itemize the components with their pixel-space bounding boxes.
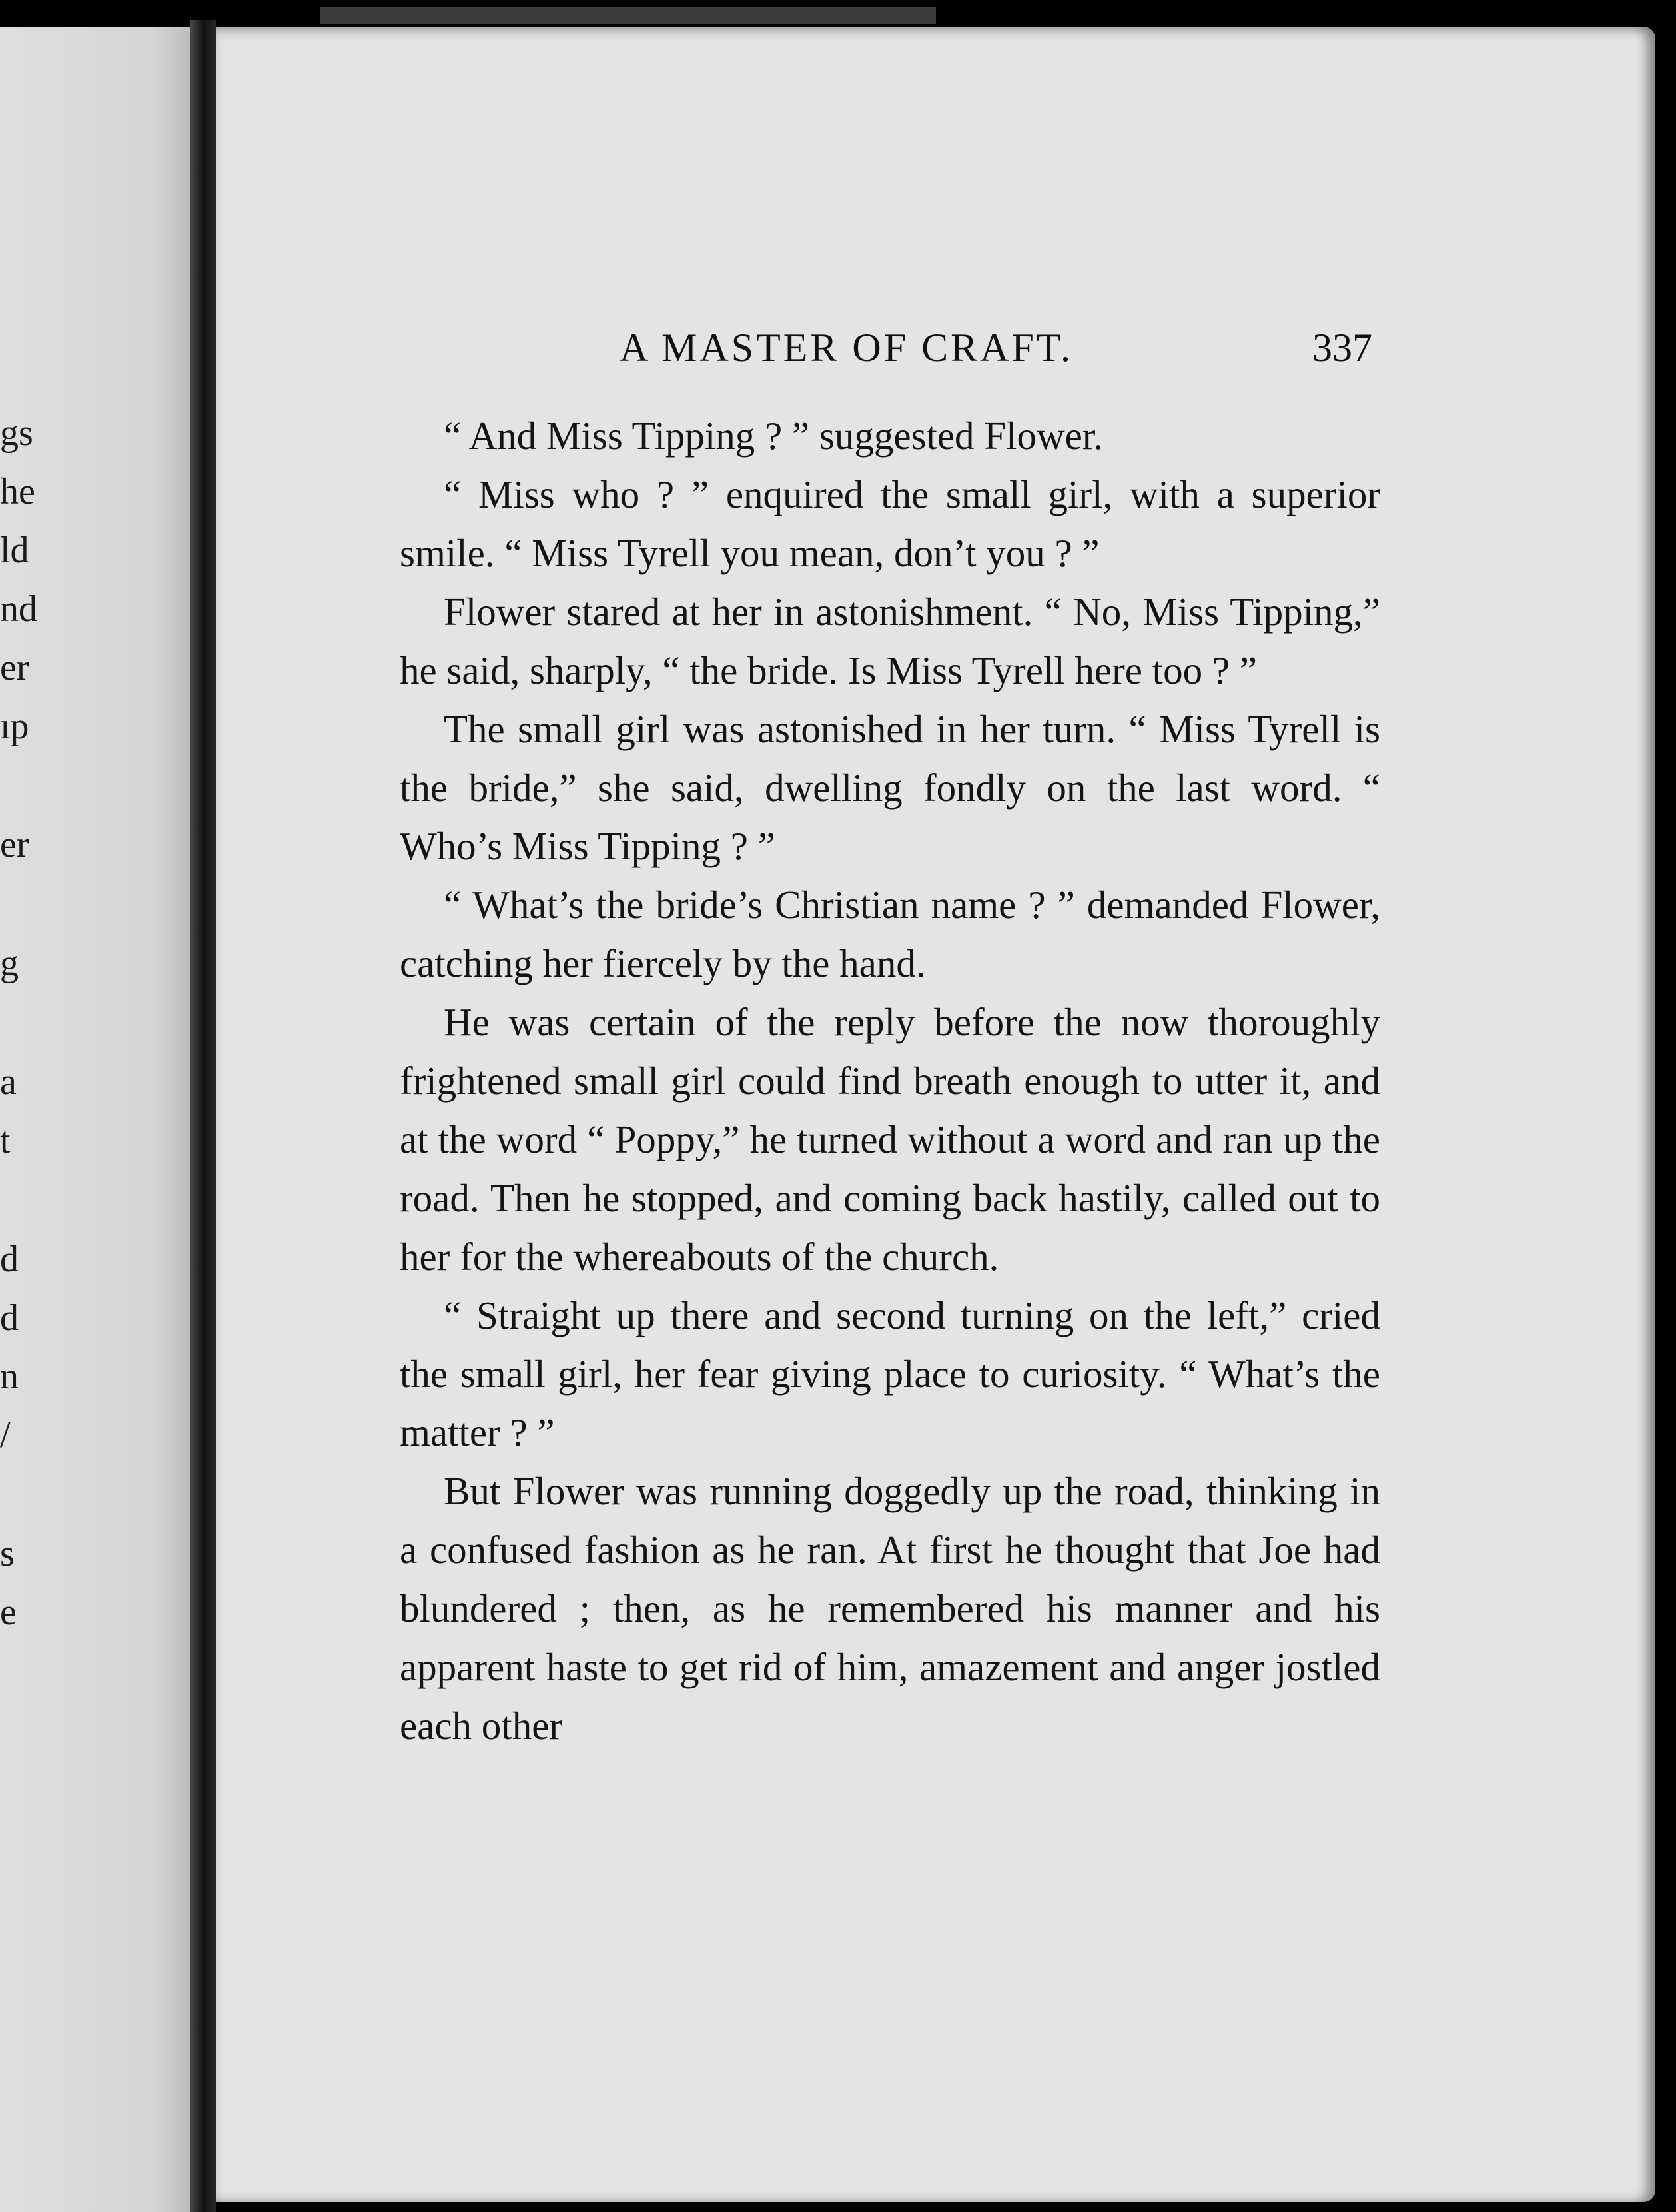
left-page-fragment: er — [0, 647, 29, 688]
page-number: 337 — [1312, 326, 1372, 370]
left-page-fragment: ıp — [0, 706, 29, 747]
paragraph: The small girl was astonished in her turn. “ Miss Tyrell is the bride,” she said, dwelling fondly on the last word. “ Who’s Miss Tipping ? ” — [400, 707, 1380, 868]
left-page-fragment: gs — [0, 412, 33, 454]
left-page-fragment: ld — [0, 530, 29, 571]
paragraph: He was certain of the reply before the now thoroughly frightened small girl could find breath enough to utter it, and at the word “ Poppy,” he turned without a word and ran up the road. Then he stopped, and coming back hastily, called out to her for the whereabouts of the church. — [400, 1000, 1380, 1279]
book-gutter — [190, 20, 216, 2212]
left-page-fragment: n — [0, 1356, 19, 1397]
left-page-fragment: s — [0, 1533, 15, 1574]
left-page-fragment: a — [0, 1061, 17, 1103]
left-page-fragment: d — [0, 1239, 19, 1280]
paragraph: “ And Miss Tipping ? ” suggested Flower. — [444, 414, 1103, 458]
left-page-fragment: e — [0, 1592, 17, 1633]
paragraph: “ What’s the bride’s Christian name ? ” demanded Flower, catching her fiercely by the hand. — [400, 883, 1380, 985]
left-page-fragment: t — [0, 1120, 11, 1161]
paragraph: Flower stared at her in astonishment. “ No, Miss Tipping,” he said, sharply, “ the bride. Is Miss Tyrell here too ? ” — [400, 590, 1380, 692]
paragraph: But Flower was running doggedly up the road, thinking in a confused fashion as he ran. At first he thought that Joe had blundered ; then, as he remembered his manner and his apparent haste to get rid of him, amazement and anger jostled each other — [400, 1469, 1380, 1748]
left-page-fragment: / — [0, 1414, 11, 1456]
paragraph: “ Miss who ? ” enquired the small girl, with a superior smile. “ Miss Tyrell you mean, don’t you ? ” — [400, 472, 1380, 575]
running-title: A MASTER OF CRAFT. — [620, 326, 1074, 370]
left-page-edge — [0, 27, 190, 2212]
left-page-fragment: er — [0, 824, 29, 865]
left-page-fragment: d — [0, 1297, 19, 1339]
page-body — [400, 406, 1380, 1755]
binding-strip — [320, 7, 936, 24]
left-page-fragment: nd — [0, 588, 37, 630]
left-page-fragment: he — [0, 471, 35, 512]
left-page-fragment: g — [0, 943, 19, 984]
paragraph: “ Straight up there and second turning on the left,” cried the small girl, her fear giving place to curiosity. “ What’s the matter ? ” — [400, 1293, 1380, 1454]
